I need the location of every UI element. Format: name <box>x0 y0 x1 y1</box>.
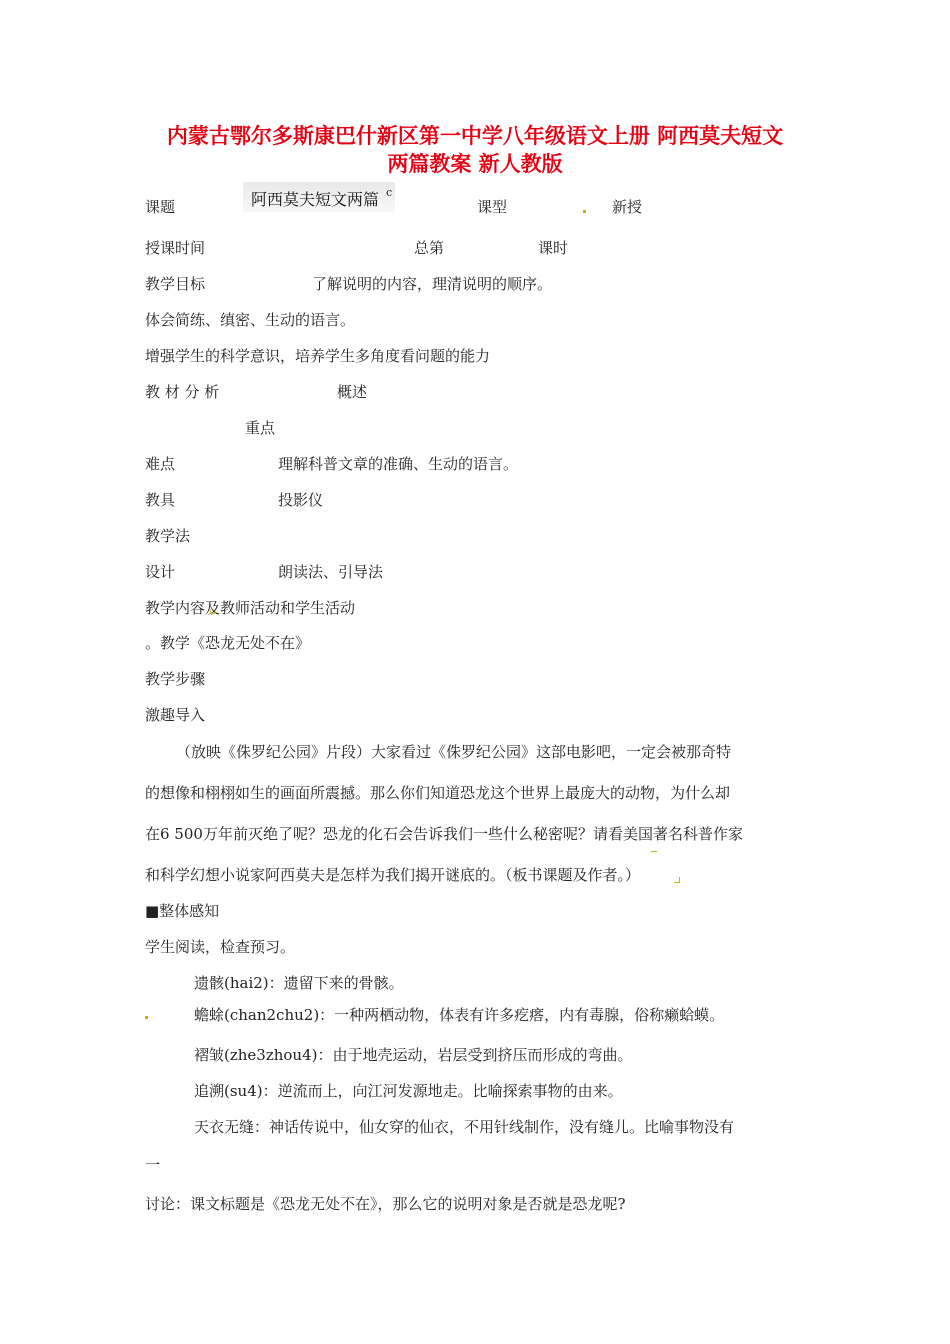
yellow-corner-mark <box>674 877 680 883</box>
vocab-item: 天衣无缝：神话传说中，仙女穿的仙衣，不用针线制作，没有缝儿。比喻事物没有 <box>194 1118 735 1136</box>
class-time-label: 授课时间 <box>145 239 206 257</box>
intro-paragraph-line-1: （放映《侏罗纪公园》片段）大家看过《侏罗纪公园》这部电影吧，一定会被那奇特 <box>176 743 732 761</box>
difficulty-label: 难点 <box>145 455 176 473</box>
reading-instruction: 学生阅读，检查预习。 <box>145 938 296 956</box>
dash-continuation: 一 <box>145 1156 161 1174</box>
total-label: 总第 <box>414 239 445 257</box>
lesson-title: 。教学《恐龙无处不在》 <box>145 634 311 652</box>
objective-item-1: 了解说明的内容，理清说明的顺序。 <box>312 275 553 293</box>
difficulty-value: 理解科普文章的准确、生动的语言。 <box>278 455 519 473</box>
intro-label: 激趣导入 <box>145 706 206 724</box>
yellow-dot-mark <box>583 210 586 213</box>
intro-paragraph-line-4: 和科学幻想小说家阿西莫夫是怎样为我们揭开谜底的。（板书课题及作者。） <box>145 866 641 884</box>
design-value: 朗读法、引导法 <box>278 563 384 581</box>
vocab-item: 追溯(su4)：逆流而上，向江河发源地走。比喻探索事物的由来。 <box>194 1082 623 1100</box>
period-label: 课时 <box>538 239 569 257</box>
type-value: 新授 <box>612 198 643 216</box>
intro-paragraph-line-2: 的想像和栩栩如生的画面所震撼。那么你们知道恐龙这个世界上最庞大的动物，为什么却 <box>145 784 731 802</box>
analysis-label: 教 材 分 析 <box>145 383 220 401</box>
vocab-item: 蟾蜍(chan2chu2)：一种两栖动物，体表有许多疙瘩，内有毒腺，俗称癞蛤蟆。 <box>194 1006 725 1024</box>
objective-item-2: 体会简练、缜密、生动的语言。 <box>145 311 356 329</box>
yellow-dot-mark <box>145 1016 148 1019</box>
document-title-line-1: 内蒙古鄂尔多斯康巴什新区第一中学八年级语文上册 阿西莫夫短文 <box>166 124 784 148</box>
method-label: 教学法 <box>145 527 191 545</box>
discussion-question: 讨论：课文标题是《恐龙无处不在》，那么它的说明对象是否就是恐龙呢? <box>145 1195 626 1213</box>
yellow-underline-mark <box>651 848 657 852</box>
teaching-aids-value: 投影仪 <box>278 491 324 509</box>
intro-paragraph-line-3: 在6 500万年前灭绝了呢？恐龙的化石会告诉我们一些什么秘密呢？请看美国著名科普作家 <box>145 825 743 843</box>
overview-label: 概述 <box>337 383 368 401</box>
objectives-label: 教学目标 <box>145 275 206 293</box>
content-heading: 教学内容及教师活动和学生活动 <box>145 599 356 617</box>
vocab-item: 褶皱(zhe3zhou4)：由于地壳运动，岩层受到挤压而形成的弯曲。 <box>194 1046 633 1064</box>
key-point-label: 重点 <box>245 419 276 437</box>
teaching-aids-label: 教具 <box>145 491 176 509</box>
section-heading: ■整体感知 <box>145 902 220 920</box>
topic-label: 课题 <box>145 198 176 216</box>
topic-mark: c <box>386 186 393 199</box>
document-title-line-2: 两篇教案 新人教版 <box>387 152 563 176</box>
topic-value-box <box>243 182 395 212</box>
topic-value: 阿西莫夫短文两篇 <box>251 190 380 209</box>
teaching-steps-label: 教学步骤 <box>145 670 206 688</box>
design-label: 设计 <box>145 563 176 581</box>
objective-item-3: 增强学生的科学意识，培养学生多角度看问题的能力 <box>145 347 491 365</box>
vocab-item: 遗骸(hai2)：遗留下来的骨骸。 <box>194 974 404 992</box>
type-label: 课型 <box>477 198 508 216</box>
